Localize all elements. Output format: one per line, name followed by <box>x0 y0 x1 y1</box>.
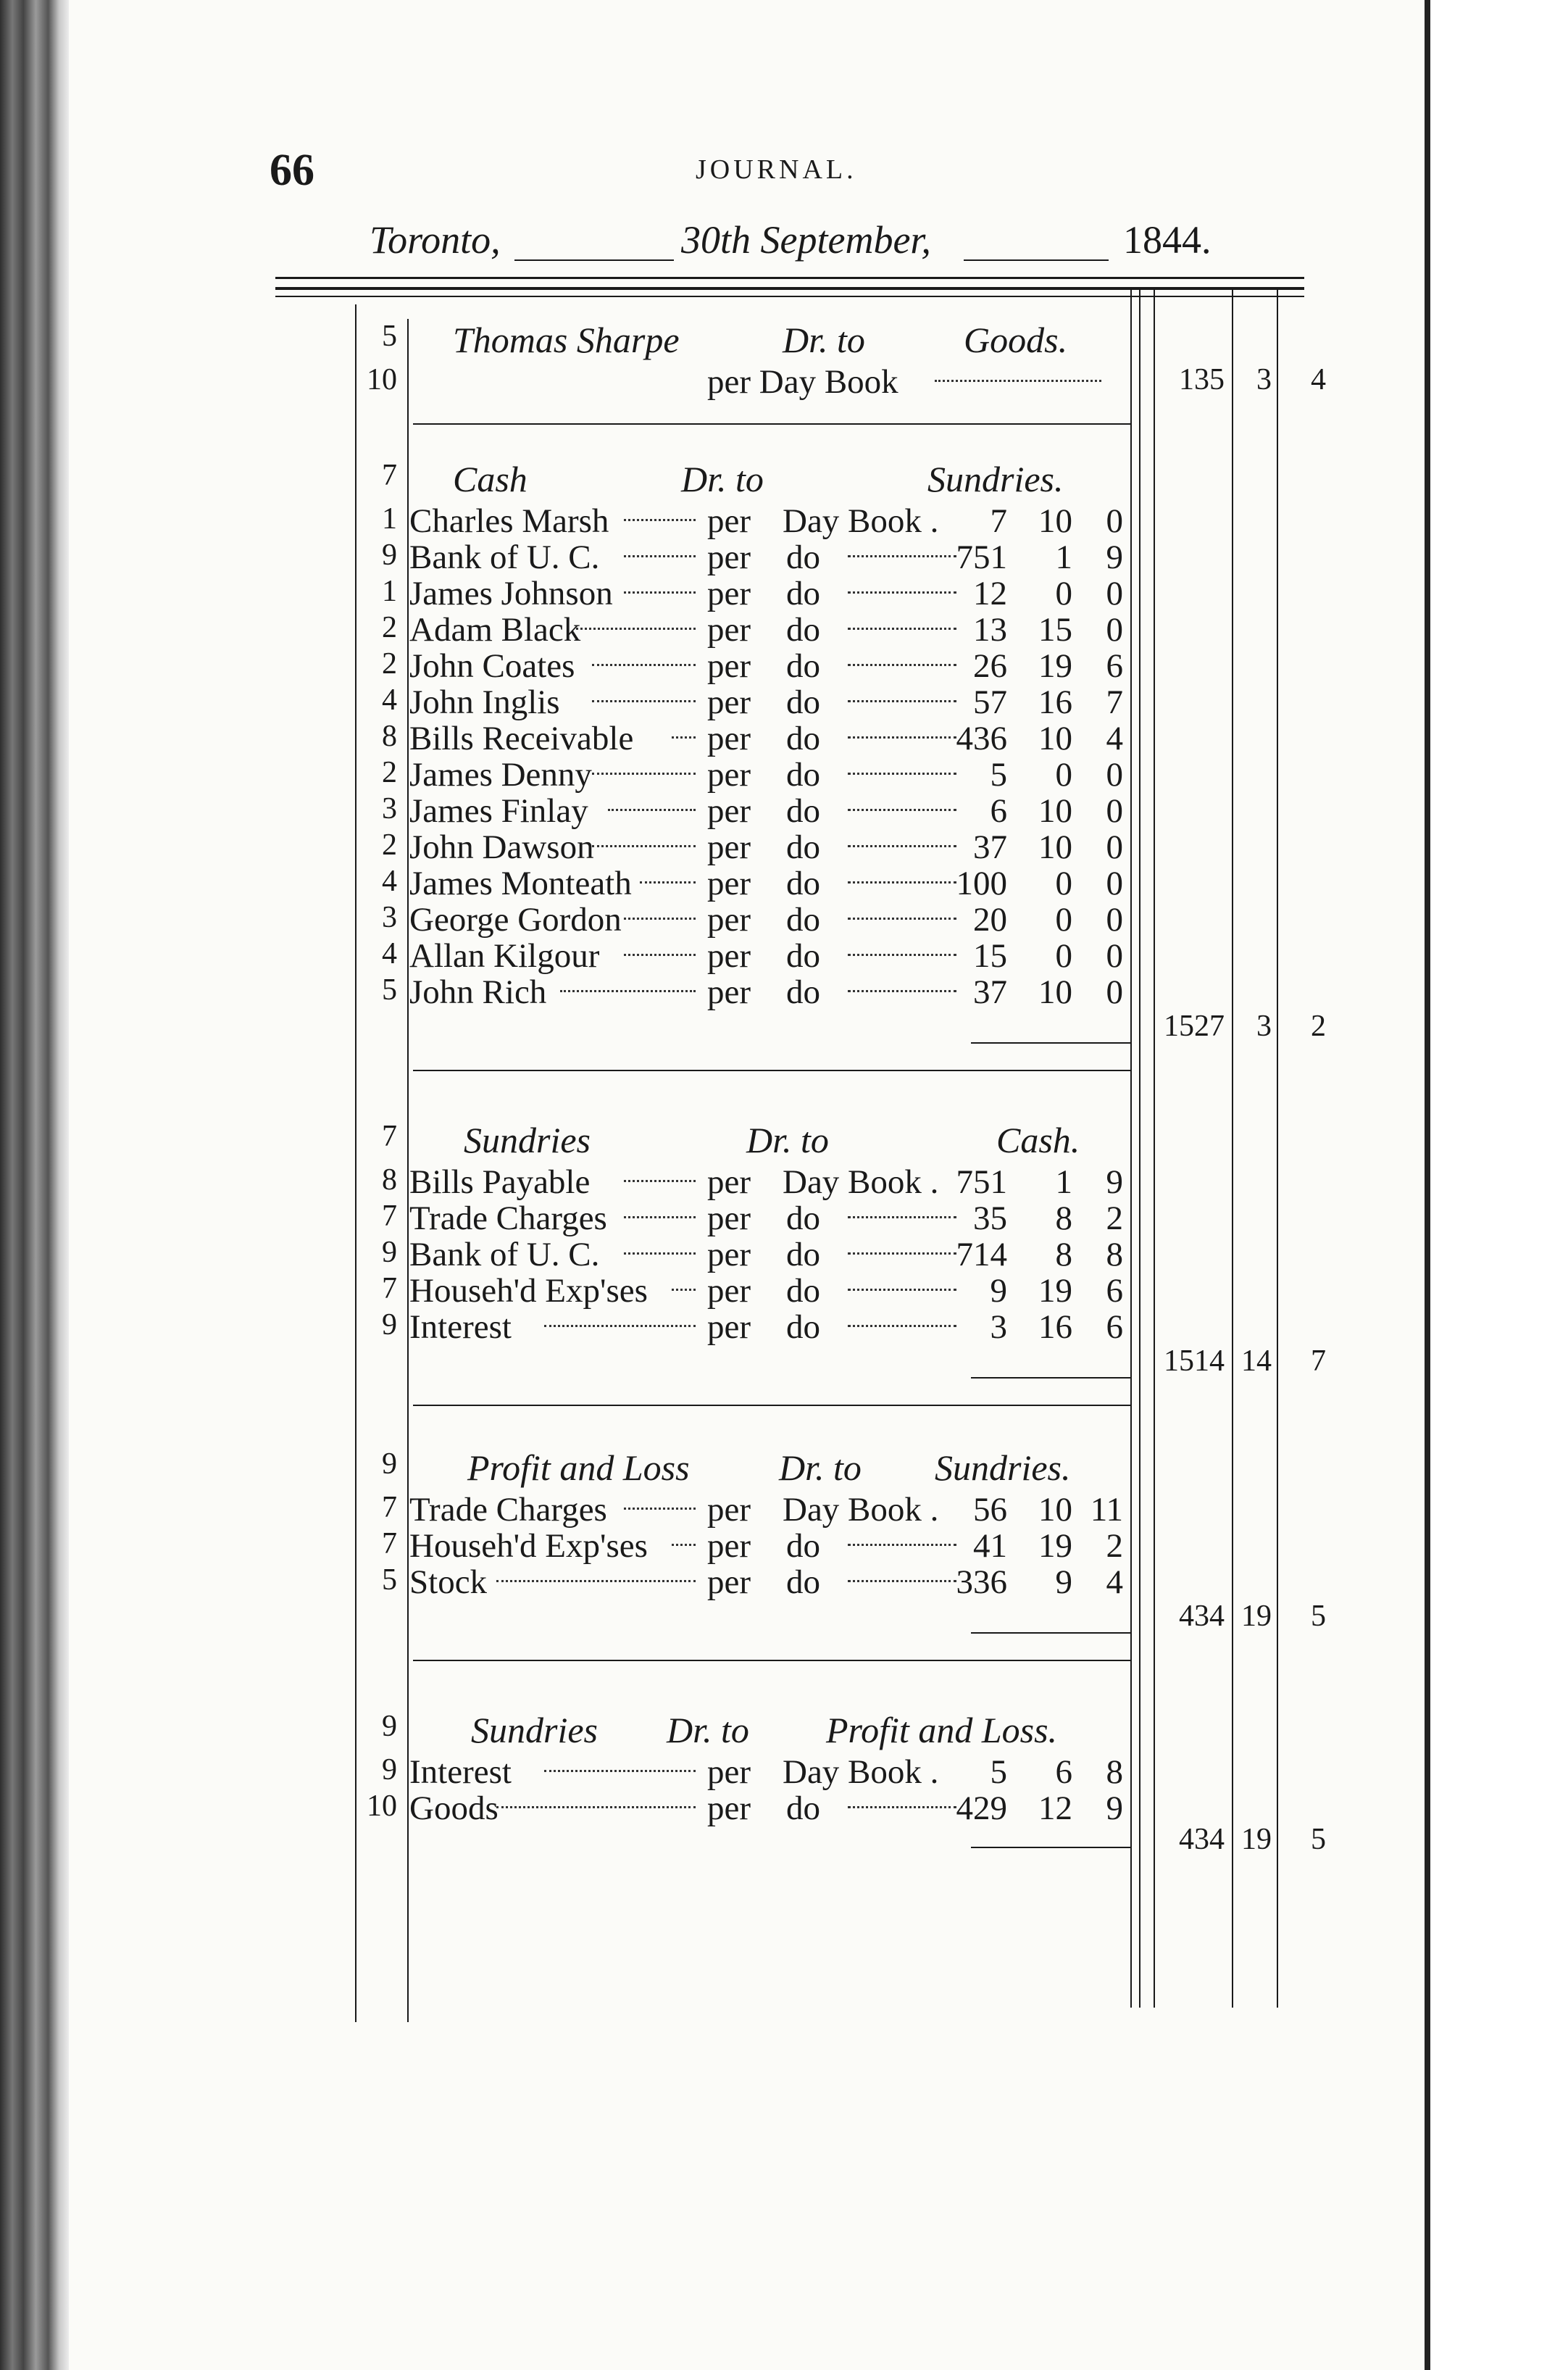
total-shillings: 19 <box>1241 1823 1272 1856</box>
entry-line <box>355 1789 1369 1825</box>
per-word: per <box>707 611 751 649</box>
total-pence: 5 <box>1311 1823 1326 1856</box>
creditor-account: Sundries. <box>935 1447 1071 1488</box>
amount-pence: 0 <box>1106 756 1123 794</box>
reference: do <box>786 792 820 830</box>
book-binding <box>0 0 69 2370</box>
amount-shillings: 0 <box>1055 756 1072 794</box>
leader-dots <box>592 664 696 666</box>
amount-pence: 7 <box>1106 683 1123 721</box>
per-word: per <box>707 1272 751 1310</box>
reference: do <box>786 1236 820 1273</box>
folio: 2 <box>382 611 397 644</box>
entry-line <box>355 538 1369 574</box>
reference: do <box>786 756 820 794</box>
amount-pounds: 9 <box>990 1272 1007 1310</box>
reference: do <box>786 1272 820 1310</box>
amount-shillings: 0 <box>1055 937 1072 975</box>
amount-shillings: 15 <box>1038 611 1072 649</box>
reference: do <box>786 865 820 902</box>
entry-line <box>355 1563 1369 1599</box>
per-word: per <box>707 901 751 939</box>
amount-shillings: 10 <box>1038 720 1072 757</box>
account-name: Househ'd Exp'ses <box>409 1527 648 1565</box>
amount-shillings: 0 <box>1055 865 1072 902</box>
folio: 5 <box>382 320 397 353</box>
creditor-account: Goods. <box>964 320 1068 360</box>
leader-dots <box>624 1508 696 1510</box>
amount-pounds: 26 <box>973 647 1007 685</box>
reference: do <box>786 647 820 685</box>
amount-pounds: 714 <box>956 1236 1007 1273</box>
per-word: per <box>707 865 751 902</box>
journal-entry <box>355 458 1369 1045</box>
amount-pounds: 751 <box>956 539 1007 576</box>
per-word: per <box>707 1163 751 1201</box>
account-name: Adam Black <box>409 611 581 649</box>
amount-pounds: 56 <box>973 1491 1007 1529</box>
folio: 7 <box>382 1527 397 1560</box>
reference: do <box>786 973 820 1011</box>
leader-dots <box>672 1289 696 1291</box>
dr-to: Dr. to <box>783 320 865 360</box>
folio: 9 <box>382 539 397 572</box>
leader-dots <box>544 1325 696 1327</box>
creditor-account: Profit and Loss. <box>826 1710 1058 1750</box>
amount-pence: 2 <box>1106 1527 1123 1565</box>
total-line <box>355 1825 1369 1861</box>
amount-pence: 0 <box>1106 792 1123 830</box>
account-name: Bank of U. C. <box>409 1236 600 1273</box>
entry-line <box>355 683 1369 719</box>
amount-shillings: 19 <box>1038 647 1072 685</box>
reference: do <box>786 575 820 612</box>
entry-line <box>355 1490 1369 1529</box>
subtotal-rule <box>971 1377 1130 1379</box>
leader-dots <box>624 954 696 956</box>
total-shillings: 14 <box>1241 1344 1272 1378</box>
entry-line <box>355 973 1369 1009</box>
journal-entries <box>355 319 1369 1861</box>
running-head: JOURNAL. <box>696 154 857 185</box>
reference: do <box>786 901 820 939</box>
reference: do <box>786 683 820 721</box>
entry-line <box>355 755 1369 794</box>
account-name: James Denny <box>409 756 592 794</box>
per-word: per <box>707 683 751 721</box>
amount-shillings: 19 <box>1038 1527 1072 1565</box>
account-name: John Rich <box>409 973 547 1011</box>
entry-line <box>355 791 1369 828</box>
folio: 9 <box>382 1710 397 1743</box>
amount-pence: 8 <box>1106 1753 1123 1791</box>
entry-line <box>355 610 1369 649</box>
entry-line <box>355 1163 1369 1199</box>
entry-separator <box>355 1045 1369 1090</box>
amount-shillings: 8 <box>1055 1199 1072 1237</box>
leader-dots <box>592 845 696 847</box>
per-word: per <box>707 792 751 830</box>
entry-line <box>355 1752 1369 1789</box>
subtotal-rule <box>971 1042 1130 1044</box>
folio: 8 <box>382 1163 397 1197</box>
amount-shillings: 16 <box>1038 1308 1072 1346</box>
reference: do <box>786 611 820 649</box>
leader-dots <box>624 591 696 594</box>
amount-pounds: 5 <box>990 756 1007 794</box>
amount-shillings: 10 <box>1038 792 1072 830</box>
folio: 7 <box>382 1272 397 1305</box>
account-name: Charles Marsh <box>409 502 609 540</box>
entry-line <box>355 1307 1369 1344</box>
leader-dots <box>624 918 696 920</box>
folio: 9 <box>382 1308 397 1342</box>
leader-dots <box>640 881 696 883</box>
entry-line <box>355 828 1369 864</box>
dateline <box>370 217 1225 268</box>
folio: 9 <box>382 1447 397 1481</box>
folio: 9 <box>382 1236 397 1269</box>
entry-line <box>355 1526 1369 1563</box>
account-name: Interest <box>409 1753 512 1791</box>
account-name: Allan Kilgour <box>409 937 600 975</box>
account-name: John Coates <box>409 647 575 685</box>
amount-shillings: 19 <box>1038 1272 1072 1310</box>
folio: 8 <box>382 720 397 753</box>
leader-dots <box>544 1770 696 1772</box>
per-word: per <box>707 539 751 576</box>
total-shillings: 3 <box>1256 1010 1272 1043</box>
header-rule <box>275 277 1304 279</box>
reference: do <box>786 720 820 757</box>
dr-to: Dr. to <box>667 1710 749 1750</box>
per-word: per <box>707 1199 751 1237</box>
account-name: Bills Receivable <box>409 720 634 757</box>
leader-dots <box>624 555 696 557</box>
total-pence: 7 <box>1311 1344 1326 1378</box>
account-name: Trade Charges <box>409 1199 607 1237</box>
total-pence: 5 <box>1311 1600 1326 1633</box>
page-margin <box>1430 0 1568 2370</box>
amount-pounds: 3 <box>990 1308 1007 1346</box>
amount-shillings: 9 <box>1055 1563 1072 1601</box>
folio: 1 <box>382 575 397 608</box>
debtor-account: Cash <box>453 459 527 499</box>
entry-line <box>355 1271 1369 1310</box>
dateline-place: Toronto, <box>370 218 501 262</box>
amount-shillings: 0 <box>1055 575 1072 612</box>
folio: 7 <box>382 1199 397 1233</box>
reference: do <box>786 828 820 866</box>
amount-shillings: 10 <box>1038 973 1072 1011</box>
leader-dots <box>624 1180 696 1182</box>
folio: 10 <box>367 1789 397 1823</box>
dr-to: Dr. to <box>746 1120 829 1160</box>
amount-pounds: 57 <box>973 683 1007 721</box>
total-pence: 4 <box>1311 363 1326 396</box>
leader-dots <box>592 773 696 775</box>
per-word: per <box>707 1527 751 1565</box>
amount-shillings: 16 <box>1038 683 1072 721</box>
journal-entry <box>355 1447 1369 1635</box>
per-word: per <box>707 575 751 612</box>
folio: 10 <box>367 363 397 396</box>
amount-pence: 9 <box>1106 539 1123 576</box>
total-line <box>355 1599 1369 1635</box>
folio: 5 <box>382 1563 397 1597</box>
per-word: per <box>707 973 751 1011</box>
reference: do <box>786 539 820 576</box>
amount-pence: 0 <box>1106 865 1123 902</box>
amount-pence: 4 <box>1106 720 1123 757</box>
total-pounds: 1514 <box>1164 1344 1225 1378</box>
entry-line <box>355 719 1369 755</box>
account-name: Stock <box>409 1563 488 1601</box>
amount-pence: 2 <box>1106 1199 1123 1237</box>
entry-line <box>355 1235 1369 1271</box>
debtor-account: Profit and Loss <box>467 1447 690 1488</box>
total-line <box>355 1009 1369 1045</box>
creditor-account: Sundries. <box>927 459 1064 499</box>
debtor-account: Sundries <box>471 1710 598 1750</box>
entry-heading <box>355 1709 1369 1752</box>
dateline-rule <box>514 259 674 261</box>
amount-pence: 9 <box>1106 1163 1123 1201</box>
folio: 7 <box>382 459 397 492</box>
amount-shillings: 10 <box>1038 1491 1072 1529</box>
total-pounds: 135 <box>1179 363 1225 396</box>
amount-shillings: 1 <box>1055 1163 1072 1201</box>
entry-heading <box>355 1119 1369 1163</box>
entry-lines <box>355 1490 1369 1599</box>
account-name: John Inglis <box>409 683 560 721</box>
amount-pounds: 6 <box>990 792 1007 830</box>
amount-pounds: 436 <box>956 720 1007 757</box>
folio: 4 <box>382 937 397 970</box>
per-word: per <box>707 502 751 540</box>
reference: Day Book . <box>783 502 939 540</box>
reference: do <box>786 1308 820 1346</box>
account-name: James Monteath <box>409 865 632 902</box>
entry-lines <box>355 1163 1369 1344</box>
total-line <box>355 1344 1369 1380</box>
amount-shillings: 12 <box>1038 1789 1072 1827</box>
entry-line <box>355 900 1369 939</box>
subtotal-rule <box>971 1847 1130 1848</box>
per-word: per <box>707 828 751 866</box>
header-rule <box>275 296 1304 297</box>
leader-dots <box>496 1806 696 1808</box>
folio: 3 <box>382 792 397 826</box>
amount-shillings: 1 <box>1055 539 1072 576</box>
entry-lines <box>355 1752 1369 1825</box>
amount-pence: 0 <box>1106 828 1123 866</box>
reference: do <box>786 937 820 975</box>
per-word: per <box>707 1308 751 1346</box>
amount-shillings: 6 <box>1055 1753 1072 1791</box>
amount-shillings: 8 <box>1055 1236 1072 1273</box>
entry-heading <box>355 458 1369 502</box>
folio: 4 <box>382 865 397 898</box>
journal-entry <box>355 1119 1369 1380</box>
folio: 5 <box>382 973 397 1007</box>
dr-to: Dr. to <box>779 1447 862 1488</box>
amount-shillings: 10 <box>1038 828 1072 866</box>
amount-pence: 8 <box>1106 1236 1123 1273</box>
folio: 2 <box>382 756 397 789</box>
folio: 4 <box>382 683 397 717</box>
total-pence: 2 <box>1311 1010 1326 1043</box>
dr-to: Dr. to <box>681 459 764 499</box>
entry-line <box>355 362 1369 399</box>
dateline-rule <box>964 259 1109 261</box>
amount-pence: 0 <box>1106 901 1123 939</box>
reference: do <box>786 1789 820 1827</box>
per-word: per <box>707 1789 751 1827</box>
reference: Day Book . <box>783 1163 939 1201</box>
reference: do <box>786 1527 820 1565</box>
account-name: Bills Payable <box>409 1163 591 1201</box>
account-name: Bank of U. C. <box>409 539 600 576</box>
journal-entry <box>355 319 1369 399</box>
entry-line <box>355 502 1369 538</box>
amount-pounds: 15 <box>973 937 1007 975</box>
page-number: 66 <box>270 146 314 195</box>
amount-pence: 4 <box>1106 1563 1123 1601</box>
account-name: Goods <box>409 1789 499 1827</box>
total-pounds: 434 <box>1179 1600 1225 1633</box>
dateline-year: 1844. <box>1123 218 1212 262</box>
amount-pence: 9 <box>1106 1789 1123 1827</box>
total-shillings: 19 <box>1241 1600 1272 1633</box>
amount-shillings: 10 <box>1038 502 1072 540</box>
amount-pence: 11 <box>1090 1491 1123 1529</box>
folio: 2 <box>382 647 397 681</box>
amount-pounds: 5 <box>990 1753 1007 1791</box>
folio: 7 <box>382 1120 397 1153</box>
account-name: Househ'd Exp'ses <box>409 1272 648 1310</box>
entry-line <box>355 936 1369 973</box>
amount-pounds: 12 <box>973 575 1007 612</box>
total-shillings: 3 <box>1256 363 1272 396</box>
amount-pence: 0 <box>1106 937 1123 975</box>
amount-pounds: 20 <box>973 901 1007 939</box>
folio: 2 <box>382 828 397 862</box>
folio: 3 <box>382 901 397 934</box>
account-name: Trade Charges <box>409 1491 607 1529</box>
amount-pounds: 35 <box>973 1199 1007 1237</box>
amount-shillings: 0 <box>1055 901 1072 939</box>
entry-separator <box>355 1380 1369 1425</box>
folio: 9 <box>382 1753 397 1787</box>
creditor-account: Cash. <box>996 1120 1080 1160</box>
reference: do <box>786 1563 820 1601</box>
leader-dots <box>576 628 696 630</box>
subtotal-rule <box>971 1632 1130 1634</box>
account-name: George Gordon <box>409 901 622 939</box>
entry-line <box>355 1199 1369 1235</box>
per-word: per <box>707 1236 751 1273</box>
amount-pounds: 100 <box>956 865 1007 902</box>
amount-pounds: 37 <box>973 828 1007 866</box>
reference: Day Book . <box>783 1753 939 1791</box>
reference: do <box>786 1199 820 1237</box>
per-word: per <box>707 720 751 757</box>
per-word: per <box>707 937 751 975</box>
leader-dots <box>608 809 696 811</box>
leader-dots <box>935 380 1101 382</box>
entry-line <box>355 864 1369 900</box>
leader-dots <box>592 700 696 702</box>
entry-separator <box>355 1635 1369 1680</box>
leader-dots <box>496 1580 696 1582</box>
leader-dots <box>672 1544 696 1546</box>
folio: 1 <box>382 502 397 536</box>
amount-pounds: 37 <box>973 973 1007 1011</box>
entry-heading <box>355 319 1369 362</box>
amount-pounds: 41 <box>973 1527 1007 1565</box>
folio: 7 <box>382 1491 397 1524</box>
per-word: per <box>707 756 751 794</box>
amount-pence: 0 <box>1106 973 1123 1011</box>
leader-dots <box>624 1216 696 1218</box>
debtor-account: Thomas Sharpe <box>453 320 680 360</box>
dateline-date: 30th September, <box>681 218 931 262</box>
account-name: Interest <box>409 1308 512 1346</box>
amount-pounds: 429 <box>956 1789 1007 1827</box>
leader-dots <box>672 736 696 739</box>
per-word: per <box>707 1491 751 1529</box>
amount-pounds: 13 <box>973 611 1007 649</box>
reference: Day Book . <box>783 1491 939 1529</box>
page-edge <box>1425 0 1430 2370</box>
amount-pounds: 7 <box>990 502 1007 540</box>
per-word: per <box>707 1563 751 1601</box>
entry-line <box>355 574 1369 610</box>
header-rule <box>275 287 1304 290</box>
account-name: James Finlay <box>409 792 588 830</box>
amount-pence: 6 <box>1106 647 1123 685</box>
entry-line <box>355 646 1369 683</box>
amount-pence: 0 <box>1106 611 1123 649</box>
debtor-account: Sundries <box>464 1120 591 1160</box>
account-name: James Johnson <box>409 575 613 612</box>
total-pounds: 434 <box>1179 1823 1225 1856</box>
reference: per Day Book <box>707 363 898 401</box>
amount-pence: 0 <box>1106 575 1123 612</box>
entry-lines <box>355 502 1369 1009</box>
journal-entry <box>355 1709 1369 1861</box>
per-word: per <box>707 647 751 685</box>
leader-dots <box>624 1252 696 1255</box>
leader-dots <box>624 519 696 521</box>
amount-pence: 0 <box>1106 502 1123 540</box>
entry-separator <box>355 399 1369 444</box>
total-pounds: 1527 <box>1164 1010 1225 1043</box>
per-word: per <box>707 1753 751 1791</box>
leader-dots <box>560 990 696 992</box>
amount-pence: 6 <box>1106 1308 1123 1346</box>
amount-pounds: 751 <box>956 1163 1007 1201</box>
amount-pounds: 336 <box>956 1563 1007 1601</box>
entry-heading <box>355 1447 1369 1490</box>
amount-pence: 6 <box>1106 1272 1123 1310</box>
account-name: John Dawson <box>409 828 594 866</box>
